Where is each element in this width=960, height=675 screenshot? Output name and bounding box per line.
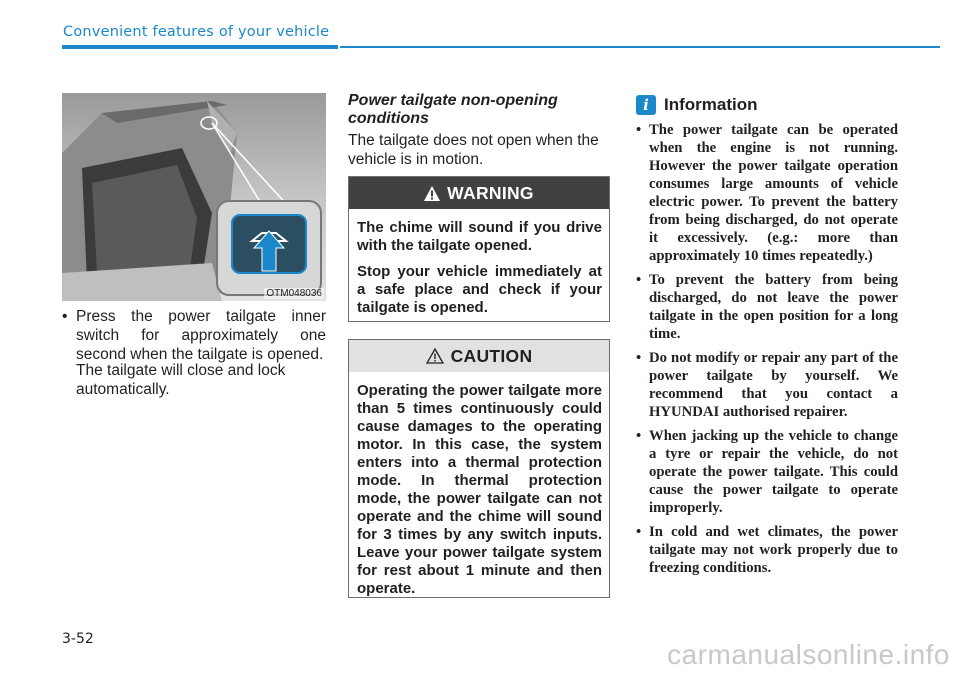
subsection-title: Power tailgate non-opening conditions (348, 92, 558, 127)
caution-header (349, 340, 609, 372)
bullet-marker: • (636, 524, 642, 540)
caution-box (348, 339, 610, 598)
information-item: • When jacking up the vehicle to change a tyre or repair the vehicle, do not operate the power tailgate. This could cause the power tailgate to operate improperly. (636, 428, 898, 516)
bullet-marker: • (62, 308, 68, 325)
tailgate-switch-figure (62, 93, 326, 301)
warning-label: WARNING (447, 182, 534, 203)
warning-box (348, 176, 610, 322)
header-accent-bar (62, 45, 338, 49)
warning-triangle-icon (424, 186, 440, 201)
instruction-note: The tailgate will close and lock automatically. (76, 362, 286, 398)
bullet-marker: • (636, 428, 642, 444)
tailgate-illustration (62, 93, 326, 301)
bullet-marker: • (636, 350, 642, 366)
instruction-text: Press the power tailgate inner switch for approximately one second when the tailgate is opened. (76, 308, 326, 363)
subsection-body: The tailgate does not open when the vehicle is in motion. (348, 132, 599, 168)
bullet-marker: • (636, 272, 642, 288)
section-header-title: Convenient features of your vehicle (63, 24, 330, 40)
information-header (636, 95, 758, 115)
warning-header (349, 177, 609, 209)
watermark: carmanualsonline.info (667, 639, 950, 670)
info-icon: i (636, 95, 656, 115)
caution-paragraph: Operating the power tailgate more than 5 times continuously could cause damages to the operating motor. In this case, the system enters into a thermal protection mode. In thermal protection mode, the power tailgate can not operate and the chime will sound for 3 times by any switch inputs. Leave your power tailgate system for rest about 1 minute and then operate. (357, 382, 602, 597)
warning-paragraph: Stop your vehicle immediately at a safe place and check if your tailgate is opened. (357, 263, 602, 316)
warning-paragraph: The chime will sound if you drive with the tailgate opened. (357, 219, 602, 254)
bullet-marker: • (636, 122, 642, 138)
information-item: • In cold and wet climates, the power tailgate may not work properly due to freezing conditions. (636, 524, 898, 576)
caution-label: CAUTION (450, 345, 533, 366)
information-item: • Do not modify or repair any part of the power tailgate by yourself. We recommend that you contact a HYUNDAI authorised repairer. (636, 350, 898, 420)
figure-code: OTM048036 (266, 288, 322, 299)
information-list (636, 121, 898, 583)
caution-triangle-icon (426, 348, 444, 364)
header-rule (340, 46, 940, 48)
page-number: 3-52 (62, 631, 94, 647)
instruction-bullet (62, 307, 326, 364)
information-title: Information (664, 95, 758, 114)
information-item: • To prevent the battery from being discharged, do not leave the power tailgate in the open position for a long time. (636, 272, 898, 342)
information-item: • The power tailgate can be operated when the engine is not running. However the power tailgate operation consumes large amounts of vehicle electric power. To prevent the battery from being discharged, do not operate it excessively. (e.g.: more than approximately 10 times repeatedly.) (636, 122, 898, 264)
